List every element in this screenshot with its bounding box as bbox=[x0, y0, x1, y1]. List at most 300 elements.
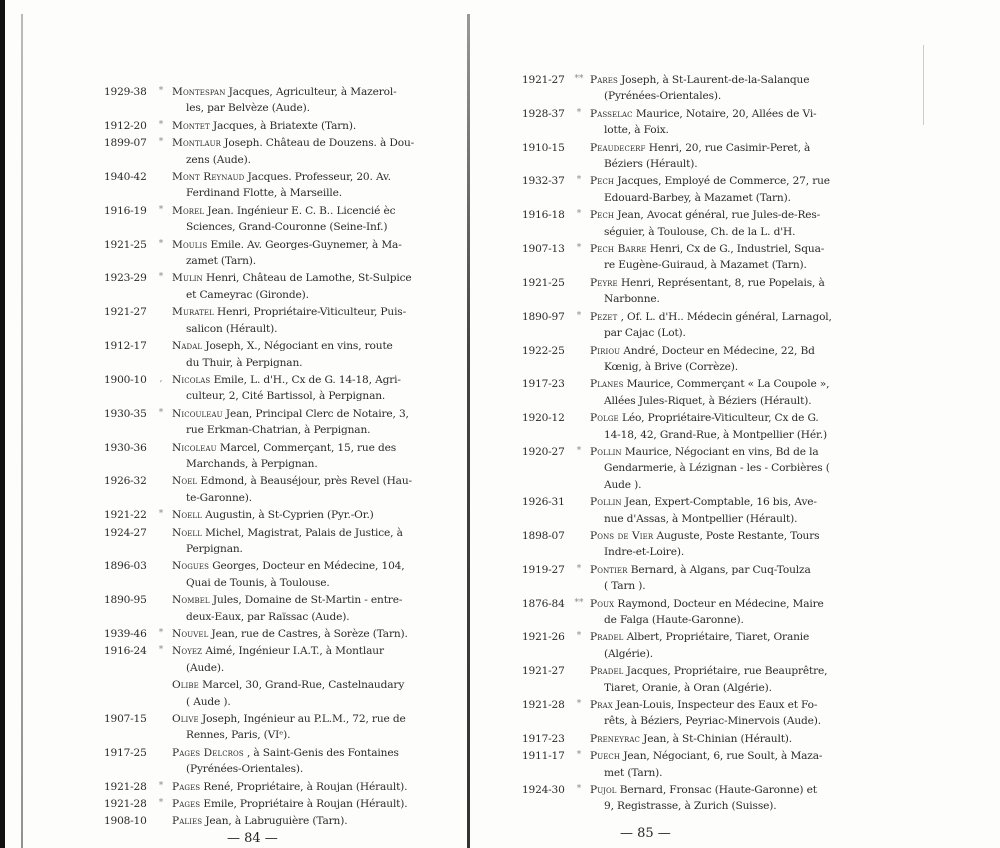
directory-entry bbox=[522, 275, 852, 308]
entry-surname: Nadal bbox=[172, 340, 203, 353]
entry-text bbox=[172, 473, 424, 506]
entry-text bbox=[590, 494, 852, 527]
entry-years: 1921-28 bbox=[104, 798, 147, 811]
page-84 bbox=[0, 0, 467, 848]
entry-surname: Noyez bbox=[172, 645, 203, 658]
entry-years: 1921-27 bbox=[522, 665, 565, 678]
entry-details: Jacques, Agriculteur, à Mazerol- bbox=[228, 86, 397, 98]
directory-entry bbox=[104, 525, 424, 558]
entry-details: Emile, L. d'H., Cx de G. 14-18, Agri- bbox=[213, 373, 401, 386]
entry-details: Maurice, Commerçant « La Coupole », bbox=[626, 378, 830, 391]
entry-details: Bernard, à Algans, par Cuq-Toulza bbox=[630, 563, 811, 576]
entry-continuation: Edouard-Barbey, à Mazamet (Tarn). bbox=[604, 191, 791, 204]
membership-mark: * bbox=[576, 175, 582, 186]
directory-list-right bbox=[522, 72, 852, 816]
entry-details: Georges, Docteur en Médecine, 104, bbox=[212, 560, 405, 573]
entry-text bbox=[172, 677, 424, 710]
entry-text bbox=[172, 813, 424, 829]
entry-years: 1939-46 bbox=[104, 628, 147, 640]
entry-text bbox=[590, 275, 852, 308]
directory-entry bbox=[104, 406, 424, 439]
entry-text bbox=[590, 376, 852, 409]
entry-continuation: rêts, à Béziers, Peyriac-Minervois (Aude). bbox=[604, 715, 821, 728]
directory-entry bbox=[104, 135, 424, 168]
entry-surname: Pollin bbox=[590, 496, 622, 509]
entry-surname: Pages Delcros bbox=[172, 746, 244, 759]
membership-mark: ** bbox=[574, 74, 584, 84]
directory-entry bbox=[104, 507, 424, 523]
membership-mark: * bbox=[576, 445, 582, 456]
entry-text bbox=[590, 140, 852, 173]
entry-continuation: Perpignan. bbox=[186, 542, 243, 555]
entry-details: Maurice, Négociant en vins, Bd de la bbox=[624, 445, 819, 458]
entry-text bbox=[172, 507, 424, 523]
entry-text bbox=[172, 203, 424, 236]
entry-continuation: séguier, à Toulouse, Ch. de la L. d'H. bbox=[604, 225, 796, 238]
entry-text bbox=[172, 118, 424, 134]
membership-mark: * bbox=[576, 243, 582, 254]
directory-entry bbox=[522, 528, 852, 561]
directory-entry bbox=[104, 338, 424, 371]
directory-entry bbox=[522, 596, 852, 629]
entry-details: André, Docteur en Médecine, 22, Bd bbox=[623, 344, 815, 357]
entry-continuation: Kœnig, à Brive (Corrèze). bbox=[604, 360, 738, 373]
entry-surname: Pujol bbox=[590, 784, 617, 797]
entry-continuation: Ferdinand Flotte, à Marseille. bbox=[186, 187, 342, 200]
entry-text bbox=[590, 410, 852, 443]
entry-text bbox=[590, 309, 852, 342]
entry-text bbox=[172, 779, 424, 795]
membership-mark: * bbox=[576, 209, 582, 220]
entry-text bbox=[590, 343, 852, 376]
entry-years: 1921-22 bbox=[104, 509, 147, 522]
entry-details: Marcel, 30, Grand-Rue, Castelnaudary bbox=[202, 679, 405, 692]
entry-details: Jacques, à Briatexte (Tarn). bbox=[212, 119, 357, 132]
entry-text bbox=[590, 782, 852, 815]
entry-years: 1907-13 bbox=[522, 243, 565, 256]
entry-details: , à Saint-Genis des Fontaines bbox=[246, 746, 399, 759]
directory-entry bbox=[522, 782, 852, 815]
directory-entry bbox=[104, 592, 424, 625]
membership-mark: * bbox=[158, 780, 164, 791]
membership-mark: * bbox=[158, 272, 164, 283]
entry-surname: Pech bbox=[590, 175, 615, 188]
directory-entry bbox=[104, 440, 424, 473]
entry-surname: Muratel bbox=[172, 306, 214, 319]
entry-surname: Noell bbox=[172, 509, 202, 522]
entry-text bbox=[172, 372, 424, 405]
entry-continuation: et Cameyrac (Gironde). bbox=[186, 288, 309, 301]
directory-entry bbox=[104, 745, 424, 778]
entry-text bbox=[172, 135, 424, 168]
entry-continuation: (Pyrénées-Orientales). bbox=[604, 90, 722, 103]
entry-continuation: de Falga (Haute-Garonne). bbox=[604, 614, 744, 626]
entry-text bbox=[172, 84, 424, 117]
entry-text bbox=[590, 731, 852, 747]
entry-years: 1921-25 bbox=[104, 238, 147, 251]
membership-mark: * bbox=[158, 798, 164, 809]
entry-years: 1899-07 bbox=[104, 137, 147, 150]
entry-details: Joseph, à St-Laurent-de-la-Salanque bbox=[621, 74, 810, 86]
entry-continuation: zamet (Tarn). bbox=[186, 255, 256, 268]
entry-surname: Noel bbox=[172, 475, 198, 488]
entry-details: Henri, Propriétaire-Viticulteur, Puis- bbox=[217, 306, 407, 319]
entry-years: 1898-07 bbox=[522, 529, 565, 542]
entry-continuation: par Cajac (Lot). bbox=[604, 327, 686, 340]
entry-continuation: Rennes, Paris, (VIᵉ). bbox=[186, 729, 291, 742]
entry-details: Jean, rue de Castres, à Sorèze (Tarn). bbox=[211, 628, 408, 640]
entry-years: 1921-27 bbox=[522, 74, 565, 86]
entry-years: 1917-23 bbox=[522, 732, 565, 745]
membership-mark: * bbox=[576, 310, 582, 321]
directory-entry bbox=[522, 697, 852, 730]
entry-surname: Moulis bbox=[172, 238, 208, 251]
entry-surname: Pech Barre bbox=[590, 243, 647, 256]
entry-years: 1890-97 bbox=[522, 310, 565, 323]
entry-details: Jean. Ingénieur E. C. B.. Licencié èc bbox=[207, 204, 396, 217]
membership-mark: * bbox=[158, 137, 164, 148]
entry-continuation: zens (Aude). bbox=[186, 153, 251, 166]
page-85 bbox=[470, 0, 1000, 848]
entry-surname: Peaudecerf bbox=[590, 141, 646, 154]
entry-surname: Morel bbox=[172, 204, 205, 217]
entry-surname: Mulin bbox=[172, 272, 203, 285]
entry-surname: Nicoleau bbox=[172, 441, 217, 454]
entry-details: Jean, Expert-Comptable, 16 bis, Ave- bbox=[624, 496, 817, 509]
directory-entry bbox=[522, 207, 852, 240]
entry-surname: Nouvel bbox=[172, 628, 209, 640]
entry-years: 1912-20 bbox=[104, 119, 147, 132]
entry-years: 1917-23 bbox=[522, 378, 565, 391]
directory-list-left bbox=[104, 84, 424, 831]
entry-surname: Nicolas bbox=[172, 373, 211, 386]
entry-continuation: Gendarmerie, à Lézignan - les - Corbières ( Aude ). bbox=[604, 462, 830, 491]
entry-continuation: re Eugène-Guiraud, à Mazamet (Tarn). bbox=[604, 259, 807, 272]
entry-continuation: nue d'Assas, à Montpellier (Hérault). bbox=[604, 512, 798, 525]
entry-surname: Passelac bbox=[590, 107, 633, 120]
entry-details: Bernard, Fronsac (Haute-Garonne) et bbox=[619, 784, 817, 797]
membership-mark: * bbox=[576, 107, 582, 118]
entry-years: 1930-36 bbox=[104, 441, 147, 454]
entry-continuation: culteur, 2, Cité Bartissol, à Perpignan. bbox=[186, 390, 386, 403]
entry-text bbox=[172, 237, 424, 270]
entry-years: 1940-42 bbox=[104, 171, 147, 184]
membership-mark: * bbox=[158, 86, 164, 96]
entry-text bbox=[172, 643, 424, 676]
entry-text bbox=[172, 525, 424, 558]
entry-years: 1916-18 bbox=[522, 209, 565, 222]
entry-details: Auguste, Poste Restante, Tours bbox=[656, 529, 820, 542]
entry-details: Henri, Cx de G., Industriel, Squa- bbox=[649, 243, 825, 256]
entry-surname: Nogues bbox=[172, 560, 210, 573]
entry-details: Michel, Magistrat, Palais de Justice, à bbox=[205, 526, 403, 539]
entry-surname: Pradel bbox=[590, 631, 624, 644]
entry-continuation: Allées Jules-Riquet, à Béziers (Hérault). bbox=[604, 394, 812, 407]
entry-continuation: ( Aude ). bbox=[186, 695, 231, 708]
entry-details: Jacques, Employé de Commerce, 27, rue bbox=[617, 175, 830, 188]
entry-years: 1921-25 bbox=[522, 276, 565, 289]
entry-years: 1921-26 bbox=[522, 631, 565, 644]
directory-entry bbox=[522, 343, 852, 376]
entry-text bbox=[590, 629, 852, 662]
entry-surname: Pontier bbox=[590, 563, 628, 576]
entry-continuation: (Algérie). bbox=[604, 647, 653, 660]
entry-details: Jacques. Professeur, 20. Av. bbox=[247, 171, 391, 184]
entry-surname: Pezet bbox=[590, 310, 618, 323]
entry-details: Henri, Château de Lamothe, St-Sulpice bbox=[206, 272, 412, 285]
directory-entry bbox=[522, 494, 852, 527]
directory-entry bbox=[104, 796, 424, 812]
entry-surname: Noell bbox=[172, 526, 202, 539]
entry-years: 1924-27 bbox=[104, 526, 147, 539]
entry-text bbox=[590, 748, 852, 781]
directory-entry bbox=[522, 731, 852, 747]
entry-continuation: Indre-et-Loire). bbox=[604, 546, 685, 559]
entry-text bbox=[172, 169, 424, 202]
entry-continuation: Béziers (Hérault). bbox=[604, 158, 698, 171]
entry-surname: Montespan bbox=[172, 86, 226, 98]
entry-continuation: ( Tarn ). bbox=[604, 580, 646, 593]
entry-details: Emile. Av. Georges-Guynemer, à Ma- bbox=[210, 238, 402, 251]
entry-surname: Montlaur bbox=[172, 137, 222, 150]
entry-years: 1910-15 bbox=[522, 141, 565, 154]
entry-text bbox=[590, 697, 852, 730]
entry-surname: Poux bbox=[590, 597, 615, 610]
directory-entry bbox=[104, 237, 424, 270]
membership-mark: * bbox=[158, 238, 164, 249]
entry-details: Joseph. Château de Douzens. à Dou- bbox=[224, 137, 415, 150]
page-number: — 84 — bbox=[227, 831, 278, 846]
directory-entry bbox=[104, 203, 424, 236]
entry-details: Joseph, X., Négociant en vins, route bbox=[205, 340, 393, 353]
directory-entry bbox=[104, 372, 424, 405]
directory-entry bbox=[522, 376, 852, 409]
entry-continuation: Sciences, Grand-Couronne (Seine-Inf.) bbox=[186, 221, 388, 234]
entry-years: 1896-03 bbox=[104, 560, 147, 573]
entry-details: Jean, Avocat général, rue Jules-de-Res- bbox=[617, 209, 821, 222]
entry-continuation: salicon (Hérault). bbox=[186, 322, 278, 335]
entry-details: Jean-Louis, Inspecteur des Eaux et Fo- bbox=[616, 699, 818, 712]
directory-entry bbox=[522, 410, 852, 443]
directory-entry bbox=[522, 663, 852, 696]
entry-text bbox=[172, 592, 424, 625]
membership-mark: * bbox=[576, 699, 582, 710]
entry-continuation: (Aude). bbox=[186, 661, 225, 674]
directory-entry bbox=[522, 173, 852, 206]
directory-entry bbox=[104, 558, 424, 591]
entry-details: Marcel, Commerçant, 15, rue des bbox=[219, 441, 396, 454]
entry-text bbox=[172, 626, 424, 642]
entry-surname: Pages bbox=[172, 798, 201, 811]
entry-surname: Mont Reynaud bbox=[172, 171, 245, 184]
entry-continuation: Narbonne. bbox=[604, 293, 660, 306]
directory-entry bbox=[104, 270, 424, 303]
entry-years: 1920-12 bbox=[522, 412, 565, 425]
entry-details: Aimé, Ingénieur I.A.T., à Montlaur bbox=[205, 645, 384, 658]
entry-text bbox=[172, 711, 424, 744]
entry-text bbox=[590, 72, 852, 105]
membership-mark: * bbox=[158, 509, 164, 520]
membership-mark: , bbox=[159, 373, 163, 384]
entry-details: Maurice, Notaire, 20, Allées de Vi- bbox=[635, 107, 817, 120]
directory-entry bbox=[522, 309, 852, 342]
membership-mark: * bbox=[158, 119, 164, 130]
entry-years: 1932-37 bbox=[522, 175, 565, 188]
entry-years: 1912-17 bbox=[104, 340, 147, 353]
entry-years: 1919-27 bbox=[522, 563, 565, 576]
directory-entry bbox=[104, 626, 424, 642]
entry-surname: Montet bbox=[172, 119, 210, 132]
entry-details: Jacques, Propriétaire, rue Beauprêtre, bbox=[626, 665, 828, 678]
entry-details: Jean, à Labruguière (Tarn). bbox=[205, 815, 348, 828]
entry-text bbox=[590, 663, 852, 696]
entry-surname: Nicouleau bbox=[172, 407, 223, 420]
entry-years: 1916-19 bbox=[104, 204, 147, 217]
membership-mark: * bbox=[576, 784, 582, 795]
directory-entry bbox=[104, 813, 424, 829]
entry-years: 1926-31 bbox=[522, 496, 565, 509]
entry-surname: Nombel bbox=[172, 594, 210, 607]
entry-text bbox=[590, 562, 852, 595]
entry-years: 1921-28 bbox=[104, 780, 147, 793]
entry-details: , Of. L. d'H.. Médecin général, Larnagol, bbox=[620, 310, 832, 323]
entry-continuation: Tiaret, Oranie, à Oran (Algérie). bbox=[604, 681, 772, 694]
entry-surname: Pollin bbox=[590, 445, 622, 458]
directory-entry bbox=[522, 106, 852, 139]
entry-surname: Piriou bbox=[590, 344, 621, 357]
entry-years: 1916-24 bbox=[104, 645, 147, 658]
entry-years: 1900-10 bbox=[104, 373, 147, 386]
entry-years: 1921-27 bbox=[104, 306, 147, 319]
entry-surname: Pares bbox=[590, 74, 618, 86]
membership-mark: * bbox=[576, 563, 582, 574]
entry-continuation: te-Garonne). bbox=[186, 491, 252, 504]
entry-text bbox=[172, 270, 424, 303]
membership-mark: * bbox=[576, 750, 582, 761]
entry-continuation: deux-Eaux, par Raïssac (Aude). bbox=[186, 610, 350, 623]
entry-continuation: Quai de Tounis, à Toulouse. bbox=[186, 576, 330, 589]
entry-text bbox=[590, 207, 852, 240]
entry-continuation: 14-18, 42, Grand-Rue, à Montpellier (Hér.) bbox=[604, 428, 827, 441]
entry-years: 1922-25 bbox=[522, 344, 565, 357]
entry-years: 1926-32 bbox=[104, 475, 147, 488]
entry-surname: Puech bbox=[590, 750, 621, 763]
entry-text bbox=[172, 338, 424, 371]
membership-mark: * bbox=[158, 204, 164, 215]
directory-entry bbox=[104, 304, 424, 337]
directory-entry bbox=[522, 241, 852, 274]
entry-details: Augustin, à St-Cyprien (Pyr.-Or.) bbox=[205, 509, 374, 522]
entry-details: Raymond, Docteur en Médecine, Maire bbox=[617, 597, 824, 610]
entry-text bbox=[590, 596, 852, 629]
entry-text bbox=[590, 528, 852, 561]
entry-continuation: du Thuir, à Perpignan. bbox=[186, 356, 303, 369]
entry-surname: Olibe bbox=[172, 679, 199, 692]
entry-text bbox=[590, 241, 852, 274]
entry-surname: Pages bbox=[172, 780, 201, 793]
entry-text bbox=[590, 173, 852, 206]
entry-continuation: lotte, à Foix. bbox=[604, 124, 669, 137]
directory-entry bbox=[104, 473, 424, 506]
entry-text bbox=[172, 440, 424, 473]
page-number: — 85 — bbox=[620, 826, 671, 841]
directory-entry bbox=[104, 711, 424, 744]
entry-text bbox=[172, 796, 424, 812]
directory-entry bbox=[522, 562, 852, 595]
entry-details: Jean, Négociant, 6, rue Soult, à Maza- bbox=[623, 750, 823, 763]
entry-years: 1908-10 bbox=[104, 815, 147, 828]
directory-entry bbox=[522, 748, 852, 781]
entry-details: Edmond, à Beauséjour, près Revel (Hau- bbox=[200, 475, 412, 488]
entry-details: Henri, 20, rue Casimir-Peret, à bbox=[648, 141, 811, 154]
entry-details: Jean, à St-Chinian (Hérault). bbox=[643, 732, 793, 745]
directory-entry bbox=[104, 643, 424, 676]
entry-continuation: (Pyrénées-Orientales). bbox=[186, 763, 304, 776]
entry-text bbox=[172, 304, 424, 337]
entry-years: 1920-27 bbox=[522, 445, 565, 458]
entry-surname: Palies bbox=[172, 815, 203, 828]
entry-details: Jules, Domaine de St-Martin - entre- bbox=[212, 594, 403, 607]
entry-surname: Prax bbox=[590, 699, 613, 712]
entry-text bbox=[172, 745, 424, 778]
entry-details: Albert, Propriétaire, Tiaret, Oranie bbox=[626, 631, 810, 644]
entry-years: 1928-37 bbox=[522, 107, 565, 120]
entry-text bbox=[590, 444, 852, 493]
entry-surname: Pech bbox=[590, 209, 615, 222]
membership-mark: ** bbox=[574, 597, 584, 608]
entry-text bbox=[590, 106, 852, 139]
directory-entry bbox=[522, 140, 852, 173]
directory-entry bbox=[522, 72, 852, 105]
entry-details: Jean, Principal Clerc de Notaire, 3, bbox=[225, 407, 409, 420]
entry-surname: Olive bbox=[172, 713, 199, 726]
directory-entry bbox=[104, 779, 424, 795]
directory-entry bbox=[522, 444, 852, 493]
entry-details: Henri, Représentant, 8, rue Popelais, à bbox=[620, 276, 825, 289]
entry-years: 1907-15 bbox=[104, 713, 147, 726]
membership-mark: * bbox=[576, 631, 582, 642]
directory-entry bbox=[104, 169, 424, 202]
entry-text bbox=[172, 558, 424, 591]
entry-years: 1876-84 bbox=[522, 597, 565, 610]
directory-entry bbox=[104, 84, 424, 117]
entry-years: 1911-17 bbox=[522, 750, 565, 763]
entry-years: 1890-95 bbox=[104, 594, 147, 607]
entry-details: Léo, Propriétaire-Viticulteur, Cx de G. bbox=[621, 412, 819, 425]
entry-continuation: les, par Belvèze (Aude). bbox=[186, 102, 310, 115]
entry-years: 1917-25 bbox=[104, 746, 147, 759]
entry-continuation: 9, Registrasse, à Zurich (Suisse). bbox=[604, 800, 777, 813]
entry-surname: Polge bbox=[590, 412, 619, 425]
membership-mark: * bbox=[158, 628, 164, 638]
entry-surname: Pons de Vier bbox=[590, 529, 654, 542]
membership-mark: * bbox=[158, 645, 164, 656]
entry-details: René, Propriétaire, à Roujan (Hérault). bbox=[203, 780, 408, 793]
entry-text bbox=[172, 406, 424, 439]
directory-entry bbox=[104, 118, 424, 134]
directory-entry bbox=[104, 677, 424, 710]
entry-years: 1921-28 bbox=[522, 699, 565, 712]
entry-surname: Pradel bbox=[590, 665, 624, 678]
entry-continuation: Marchands, à Perpignan. bbox=[186, 457, 318, 470]
entry-continuation: met (Tarn). bbox=[604, 766, 663, 779]
entry-surname: Preneyrac bbox=[590, 732, 640, 745]
membership-mark: * bbox=[158, 407, 164, 418]
entry-continuation: rue Erkman-Chatrian, à Perpignan. bbox=[186, 424, 371, 437]
entry-years: 1923-29 bbox=[104, 272, 147, 285]
entry-years: 1930-35 bbox=[104, 407, 147, 420]
entry-years: 1924-30 bbox=[522, 784, 565, 797]
